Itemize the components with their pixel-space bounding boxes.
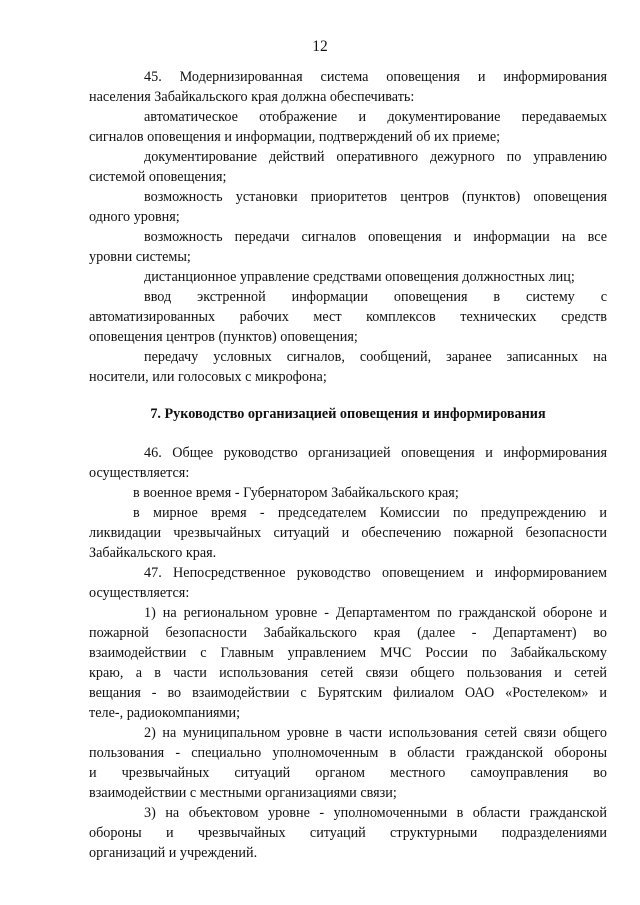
text-line: краю, а в части использования сетей связи общего пользования и сетей [89,665,607,681]
document-body [89,67,607,863]
text-line: уровни системы; [89,249,191,265]
text-line: осуществляется: [89,585,190,601]
text-line: взаимодействии с Главным управлением МЧС России по Забайкальскому [89,645,607,661]
text-line: документирование действий оперативного дежурного по управлению [144,149,607,165]
text-line: обороны и чрезвычайных ситуаций структурными подразделениями [89,825,607,841]
section-heading: 7. Руководство организацией оповещения и информирования [150,406,546,422]
text-line: организаций и учреждений. [89,845,258,861]
text-line: ввод экстренной информации оповещения в систему с [144,289,607,305]
text-line: одного уровня; [89,209,180,225]
text-line: оповещения центров (пунктов) оповещения; [89,329,358,345]
text-line: 46. Общее руководство организацией оповещения и информирования [144,445,607,461]
text-line: передачу условных сигналов, сообщений, заранее записанных на [144,349,607,365]
text-line: сигналов оповещения и информации, подтверждений об их приеме; [89,129,501,145]
heading-spacer [89,424,607,443]
text-line: населения Забайкальского края должна обеспечивать: [89,89,415,105]
text-line: пользования - специально уполномоченным в области гражданской обороны [89,745,607,761]
text-line: в мирное время - председателем Комиссии по предупреждению и [133,505,607,521]
text-line: и чрезвычайных ситуаций органом местного самоуправления во [89,765,607,781]
text-line: осуществляется: [89,465,190,481]
text-line: 3) на объектовом уровне - уполномоченными в области гражданской [144,805,607,821]
text-line: пожарной безопасности Забайкальского края (далее - Департамент) во [89,625,607,641]
text-line: системой оповещения; [89,169,227,185]
text-line: вещания - во взаимодействии с Бурятским филиалом ОАО «Ростелеком» и [89,685,607,701]
text-line: теле-, радиокомпаниями; [89,705,241,721]
text-line: 45. Модернизированная система оповещения и информирования [144,69,607,85]
text-line: 47. Непосредственное руководство оповещением и информированием [144,565,607,581]
text-line: дистанционное управление средствами оповещения должностных лиц; [144,269,575,285]
text-line: Забайкальского края. [89,545,217,561]
text-line: 1) на региональном уровне - Департаментом по гражданской обороне и [144,605,607,621]
text-line: возможность установки приоритетов центров (пунктов) оповещения [144,189,607,205]
text-line: автоматическое отображение и документирование передаваемых [144,109,607,125]
text-line: в военное время - Губернатором Забайкальского края; [133,485,459,501]
text-line: возможность передачи сигналов оповещения и информации на все [144,229,607,245]
text-line: носители, или голосовых с микрофона; [89,369,327,385]
text-line: ликвидации чрезвычайных ситуаций и обеспечению пожарной безопасности [89,525,607,541]
text-line: 2) на муниципальном уровне в части использования сетей связи общего [144,725,607,741]
text-line: автоматизированных рабочих мест комплексов технических средств [89,309,607,325]
page-number: 12 [312,38,328,55]
text-line: взаимодействии с местными организациями связи; [89,785,397,801]
